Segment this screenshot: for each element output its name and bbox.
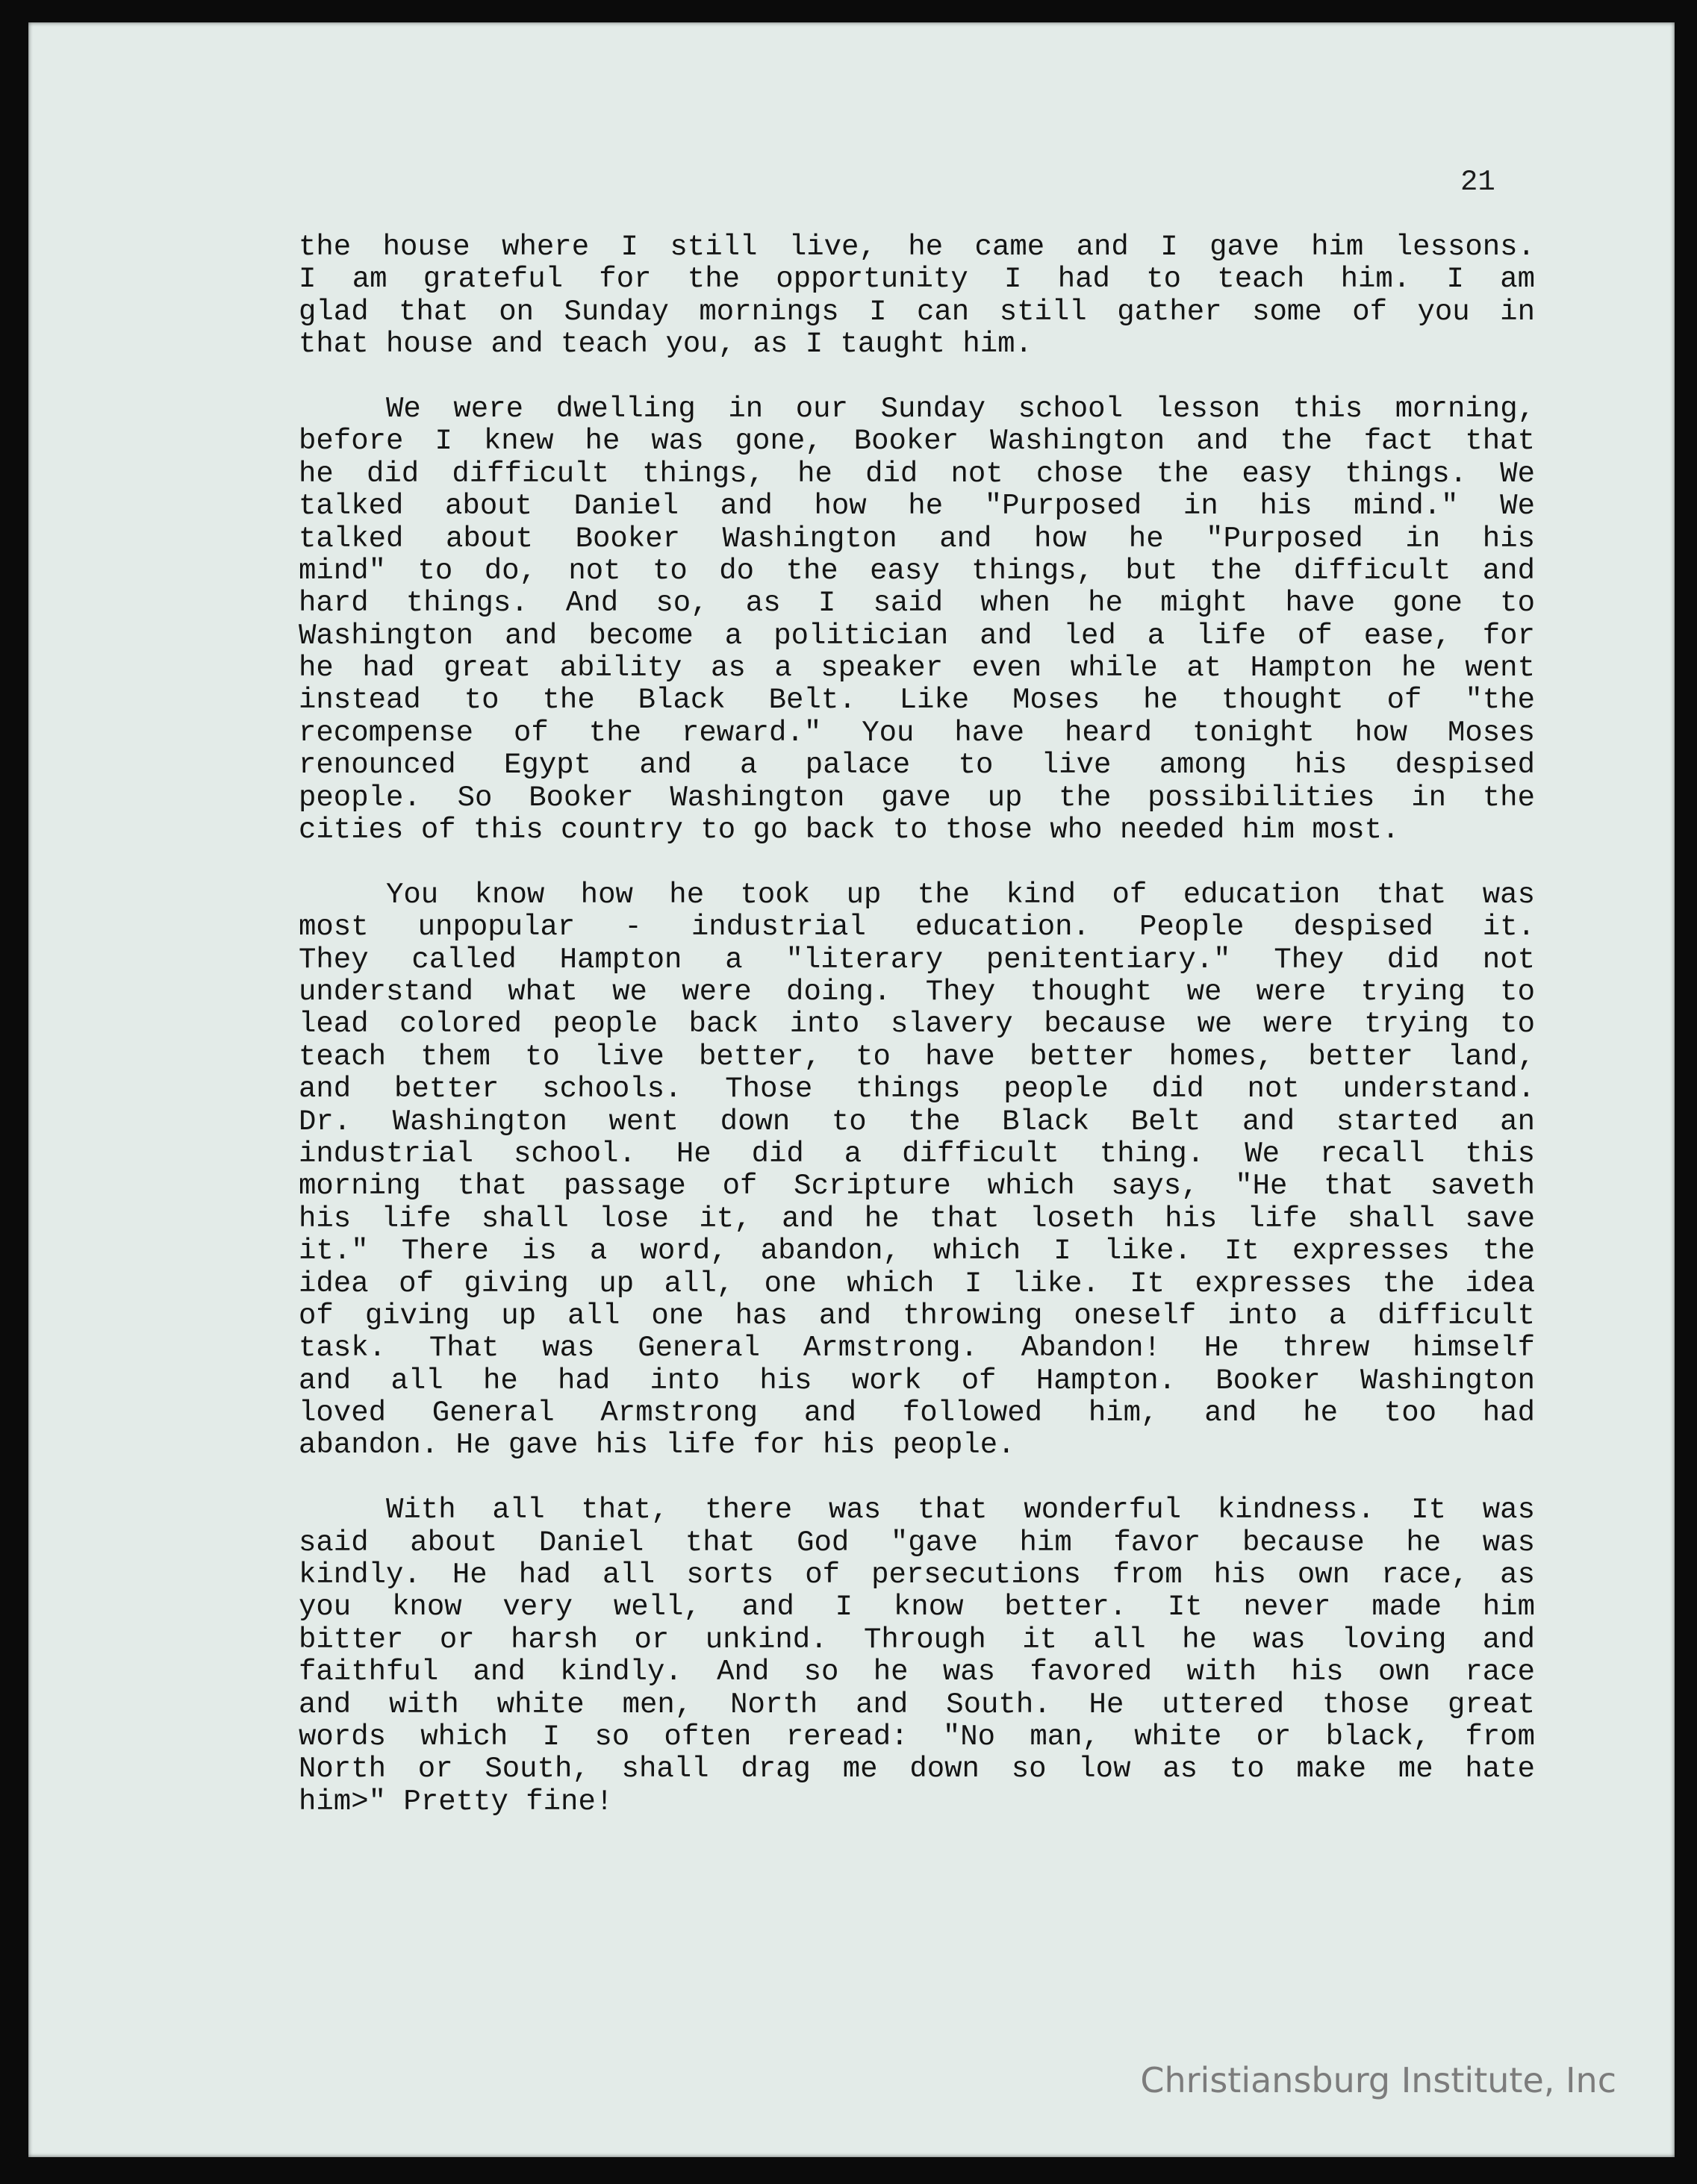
text-line: We were dwelling in our Sunday school lesson this morning, [386, 392, 1535, 425]
text-line: words which I so often reread: "No man, white or black, from [299, 1720, 1535, 1753]
text-line: Washington and become a politician and led a life of ease, for [299, 619, 1535, 652]
text-line: the house where I still live, he came and I gave him lessons. [299, 231, 1535, 263]
text-line: task. That was General Armstrong. Abandon! He threw himself [299, 1332, 1535, 1365]
paragraph-1 [299, 231, 1535, 361]
text-line: people. So Booker Washington gave up the possibilities in the [299, 781, 1535, 814]
text-line: you know very well, and I know better. It never made him [299, 1591, 1535, 1624]
text-line: and all he had into his work of Hampton. Booker Washington [299, 1364, 1535, 1397]
paragraph-2 [299, 393, 1535, 846]
text-line: that house and teach you, as I taught him. [299, 328, 1033, 361]
text-line: talked about Booker Washington and how he "Purposed in his [299, 522, 1535, 555]
text-line: before I knew he was gone, Booker Washington and the fact that [299, 425, 1535, 458]
text-line: They called Hampton a "literary penitentiary." They did not [299, 943, 1535, 976]
text-line: and with white men, North and South. He uttered those great [299, 1688, 1535, 1721]
text-line: and better schools. Those things people did not understand. [299, 1073, 1535, 1106]
watermark-text: Christiansburg Institute, Inc [1140, 2060, 1616, 2100]
text-line: abandon. He gave his life for his people. [299, 1429, 1015, 1462]
text-line: recompense of the reward." You have heard tonight how Moses [299, 716, 1535, 749]
document-body [299, 231, 1535, 1851]
text-line: With all that, there was that wonderful kindness. It was [386, 1494, 1535, 1527]
text-line: cities of this country to go back to those who needed him most. [299, 814, 1400, 847]
text-line: he did difficult things, he did not chose the easy things. We [299, 457, 1535, 490]
text-line: faithful and kindly. And so he was favored with his own race [299, 1656, 1535, 1689]
text-line: talked about Daniel and how he "Purposed in his mind." We [299, 490, 1535, 523]
text-line: I am grateful for the opportunity I had to teach him. I am [299, 263, 1535, 296]
text-line: it." There is a word, abandon, which I like. It expresses the [299, 1235, 1535, 1268]
text-line: loved General Armstrong and followed him, and he too had [299, 1397, 1535, 1430]
text-line: bitter or harsh or unkind. Through it all he was loving and [299, 1623, 1535, 1656]
text-line: Dr. Washington went down to the Black Belt and started an [299, 1105, 1535, 1138]
text-line: understand what we were doing. They thought we were trying to [299, 975, 1535, 1008]
text-line: lead colored people back into slavery because we were trying to [299, 1008, 1535, 1041]
text-line: kindly. He had all sorts of persecutions from his own race, as [299, 1559, 1535, 1592]
text-line: idea of giving up all, one which I like. It expresses the idea [299, 1267, 1535, 1300]
text-line: said about Daniel that God "gave him favor because he was [299, 1526, 1535, 1559]
text-line: teach them to live better, to have better homes, better land, [299, 1040, 1535, 1073]
text-line: of giving up all one has and throwing oneself into a difficult [299, 1299, 1535, 1332]
text-line: his life shall lose it, and he that loseth his life shall save [299, 1202, 1535, 1235]
paragraph-4 [299, 1494, 1535, 1818]
text-line: You know how he took up the kind of education that was [386, 878, 1535, 911]
paragraph-3 [299, 879, 1535, 1462]
text-line: hard things. And so, as I said when he might have gone to [299, 587, 1535, 620]
text-line: morning that passage of Scripture which says, "He that saveth [299, 1170, 1535, 1203]
text-line: him>" Pretty fine! [299, 1785, 614, 1818]
text-line: he had great ability as a speaker even while at Hampton he went [299, 652, 1535, 685]
text-line: instead to the Black Belt. Like Moses he thought of "the [299, 684, 1535, 717]
page-number: 21 [1460, 166, 1495, 199]
text-line: glad that on Sunday mornings I can still gather some of you in [299, 295, 1535, 328]
text-line: most unpopular - industrial education. People despised it. [299, 911, 1535, 944]
text-line: industrial school. He did a difficult thing. We recall this [299, 1137, 1535, 1170]
text-line: mind" to do, not to do the easy things, but the difficult and [299, 554, 1535, 587]
text-line: North or South, shall drag me down so low as to make me hate [299, 1753, 1535, 1786]
text-line: renounced Egypt and a palace to live among his despised [299, 749, 1535, 782]
